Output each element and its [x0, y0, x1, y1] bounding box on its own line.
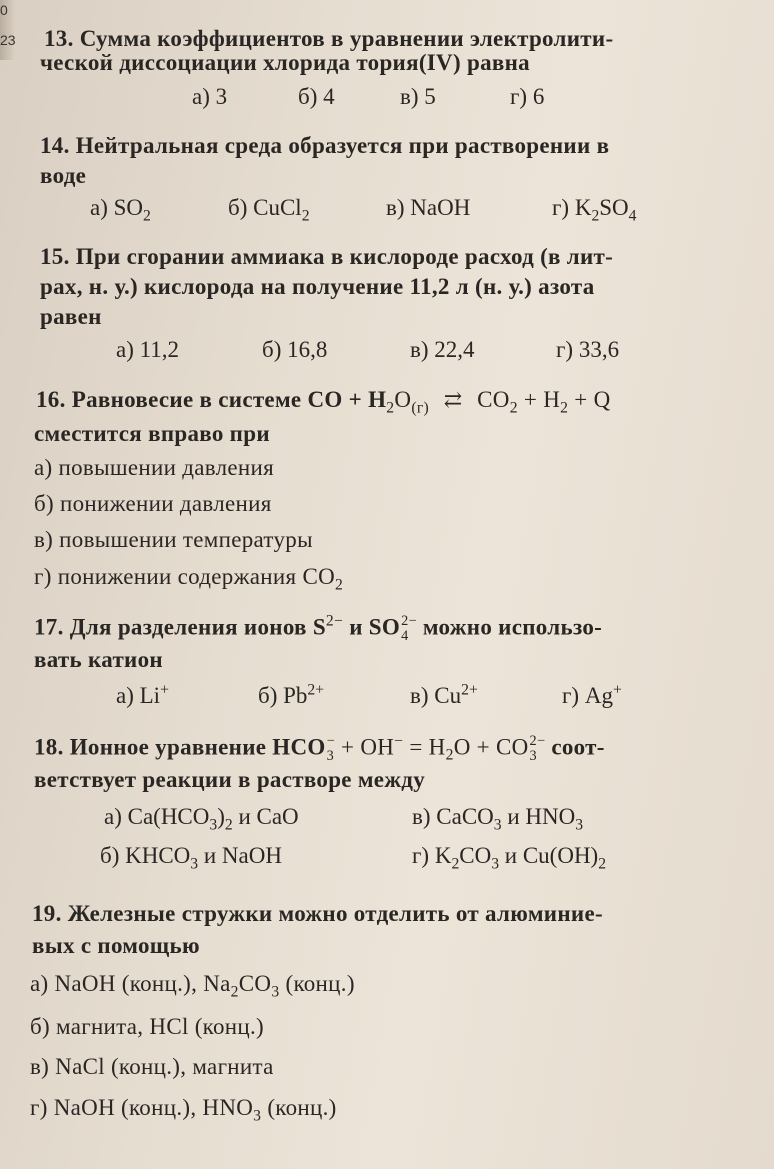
q13-text1: Сумма коэффициентов в уравнении электролити-	[79, 26, 614, 51]
q18-option-a-s1: 3	[209, 816, 218, 834]
q18-sub-3: 3	[326, 747, 335, 764]
q18-option-a	[104, 804, 299, 834]
q18-option-a-p2: )	[217, 804, 225, 829]
q15-option-a: а) 11,2	[116, 337, 180, 362]
q18-option-d	[412, 843, 607, 873]
q18-option-a-s2: 2	[224, 816, 233, 834]
q18-number: 18.	[34, 734, 64, 760]
q18-text-post: соот-	[545, 734, 605, 760]
q19-option-a-p3: (конц.)	[279, 971, 355, 996]
q13-option-c: в) 5	[400, 84, 436, 109]
q17-so4-charge	[401, 614, 417, 644]
q17-sup-s: 2−	[325, 612, 344, 630]
edge-digit-top: 0	[0, 2, 8, 18]
q17-option-a-sup: +	[160, 681, 169, 699]
q13-line1	[44, 26, 613, 52]
q18-line2: ветствует реакции в растворе между	[34, 767, 426, 792]
q17-option-a	[116, 683, 169, 709]
q15-option-b: б) 16,8	[262, 337, 328, 362]
q17-option-d	[562, 683, 622, 709]
q18-sub-3b: 3	[529, 747, 537, 764]
q16-o: O	[394, 387, 412, 412]
q19-option-d-s1: 3	[253, 1107, 262, 1125]
q14-option-b-label: б) CuCl	[228, 195, 302, 220]
q16-rhs-q: + Q	[568, 387, 611, 412]
q14-option-b	[228, 195, 310, 225]
q14-option-c: в) NaOH	[386, 195, 471, 220]
q18-sup-minus: −	[326, 733, 335, 749]
edge-digit-mid: 23	[0, 32, 16, 48]
q18-option-d-s3: 2	[598, 855, 607, 873]
q18-option-b	[100, 843, 282, 873]
q16-rhs-co: CO	[477, 387, 510, 412]
q16-option-c: в) повышении температуры	[34, 527, 313, 552]
q17-line2: вать катион	[34, 647, 163, 672]
q19-option-a-p2: CO	[238, 971, 272, 996]
q17-option-b-label: б) Pb	[258, 683, 308, 708]
q16-rhs-sub-co2: 2	[509, 399, 518, 417]
q19-option-c: в) NaCl (конц.), магнита	[30, 1054, 274, 1079]
q17-option-a-label: а) Li	[116, 683, 161, 708]
equilibrium-arrow-icon: ⇄	[443, 387, 463, 412]
q19-option-a-p1: а) NaOH (конц.), Na	[30, 971, 231, 996]
q18-text-pre: Ионное уравнение HCO	[69, 734, 326, 760]
q16-option-b: б) понижении давления	[34, 491, 272, 516]
q19-option-d-p1: г) NaOH (конц.), HNO	[30, 1095, 254, 1120]
q14-option-b-sub: 2	[301, 207, 310, 225]
q14-number: 14.	[40, 133, 70, 158]
q16-sub-2: 2	[386, 399, 395, 417]
q19-number: 19.	[32, 901, 62, 926]
q13-option-a: а) 3	[192, 84, 228, 109]
q18-option-b-s1: 3	[190, 855, 199, 873]
q15-number: 15.	[40, 244, 70, 269]
q18-co3-charge	[530, 734, 546, 764]
q14-option-a-sub: 2	[143, 207, 151, 225]
q16-option-d-sub: 2	[335, 576, 344, 594]
q15-text1: При сгорании аммиака в кислороде расход (в лит-	[75, 244, 614, 269]
q18-option-b-p1: б) KHCO	[100, 843, 191, 868]
q17-option-d-label: г) Ag	[562, 683, 613, 708]
q15-option-c: в) 22,4	[410, 337, 475, 362]
q17-option-c-sup: 2+	[461, 681, 478, 699]
q18-option-d-s2: 3	[491, 855, 500, 873]
q18-hco3-charge	[327, 734, 335, 764]
q18-water: O + CO	[453, 734, 529, 760]
q18-sup-2m: 2−	[529, 733, 546, 749]
q19-option-a	[30, 971, 355, 1001]
q17-option-b-sup: 2+	[307, 681, 325, 699]
q14-line2: воде	[40, 163, 87, 188]
q19-line1	[32, 901, 603, 927]
q17-option-c	[410, 683, 478, 709]
q15-line2: рах, н. у.) кислорода на получение 11,2 л (н. у.) азота	[40, 274, 595, 299]
q16-number: 16.	[36, 387, 66, 412]
q18-option-c	[412, 804, 584, 834]
q17-sub-so4: 4	[401, 627, 409, 644]
q18-option-c-s1: 3	[493, 816, 502, 834]
q16-rhs-h: + H	[517, 387, 561, 412]
q18-option-a-p3: и CaO	[232, 804, 299, 829]
q13-option-b: б) 4	[298, 84, 335, 109]
q17-number: 17.	[34, 614, 64, 640]
q19-option-d	[30, 1095, 337, 1125]
q18-option-d-s1: 2	[451, 855, 460, 873]
q17-text-mid: и SO	[343, 614, 401, 640]
q14-option-d-label: г) K	[552, 195, 592, 220]
q19-option-a-s2: 3	[271, 983, 280, 1001]
q15-line1	[40, 244, 613, 270]
q16-rhs-sub-h2: 2	[560, 399, 569, 417]
q17-option-d-sup: +	[612, 681, 622, 699]
q16-line2: сместится вправо при	[34, 421, 270, 446]
q19-text1: Железные стружки можно отделить от алюминие-	[67, 901, 603, 926]
q18-oh: + OH	[334, 734, 395, 760]
q19-line2: вых с помощью	[32, 933, 200, 958]
q17-text-pre: Для разделения ионов S	[69, 614, 326, 640]
q18-option-d-p2: CO	[459, 843, 492, 868]
q16-option-d-text: г) понижении содержания CO	[34, 564, 335, 589]
q19-option-b: б) магнита, HCl (конц.)	[30, 1014, 264, 1039]
q18-eq: = H	[403, 734, 446, 760]
q14-text1: Нейтральная среда образуется при растворении в	[75, 133, 610, 158]
q18-water-sub: 2	[445, 746, 454, 764]
q14-option-d	[552, 195, 637, 225]
q18-option-b-p2: и NaOH	[198, 843, 282, 868]
q17-text-post: можно использо-	[416, 614, 603, 640]
q17-option-c-label: в) Cu	[410, 683, 462, 708]
q18-option-d-p1: г) K	[412, 843, 452, 868]
q13-line2: ческой диссоциации хлорида тория(IV) равна	[40, 50, 530, 75]
q15-option-d: г) 33,6	[556, 337, 620, 362]
q14-option-d-sub2: 4	[628, 207, 637, 225]
q14-option-a	[90, 195, 151, 225]
q18-oh-sup: −	[394, 732, 404, 750]
q17-sup-so4: 2−	[401, 613, 417, 629]
q18-option-a-p1: а) Ca(HCO	[104, 804, 210, 829]
q18-line1	[34, 734, 605, 764]
q17-option-b	[258, 683, 324, 709]
q15-line3: равен	[40, 304, 102, 329]
page-edge	[0, 0, 14, 60]
q18-option-d-p3: и Cu(OH)	[499, 843, 599, 868]
q14-line1	[40, 133, 609, 159]
q14-option-d-mid: SO	[599, 195, 629, 220]
q18-option-c-s2: 3	[575, 816, 584, 834]
q16-sub-gas: (г)	[411, 399, 430, 417]
q17-line1	[34, 614, 602, 644]
q13-option-d: г) 6	[510, 84, 545, 109]
q18-option-c-p2: и HNO	[501, 804, 576, 829]
q16-option-d	[34, 564, 344, 594]
q16-text-pre: Равновесие в системе CO + H	[71, 387, 387, 412]
q14-option-d-sub1: 2	[591, 207, 600, 225]
q16-option-a: а) повышении давления	[34, 455, 274, 480]
q14-option-a-label: а) SO	[90, 195, 144, 220]
q19-option-d-p2: (конц.)	[261, 1095, 337, 1120]
q19-option-a-s1: 2	[230, 983, 239, 1001]
q13-number: 13.	[44, 26, 74, 51]
q16-line1	[36, 387, 611, 417]
q18-option-c-p1: в) CaCO	[412, 804, 494, 829]
